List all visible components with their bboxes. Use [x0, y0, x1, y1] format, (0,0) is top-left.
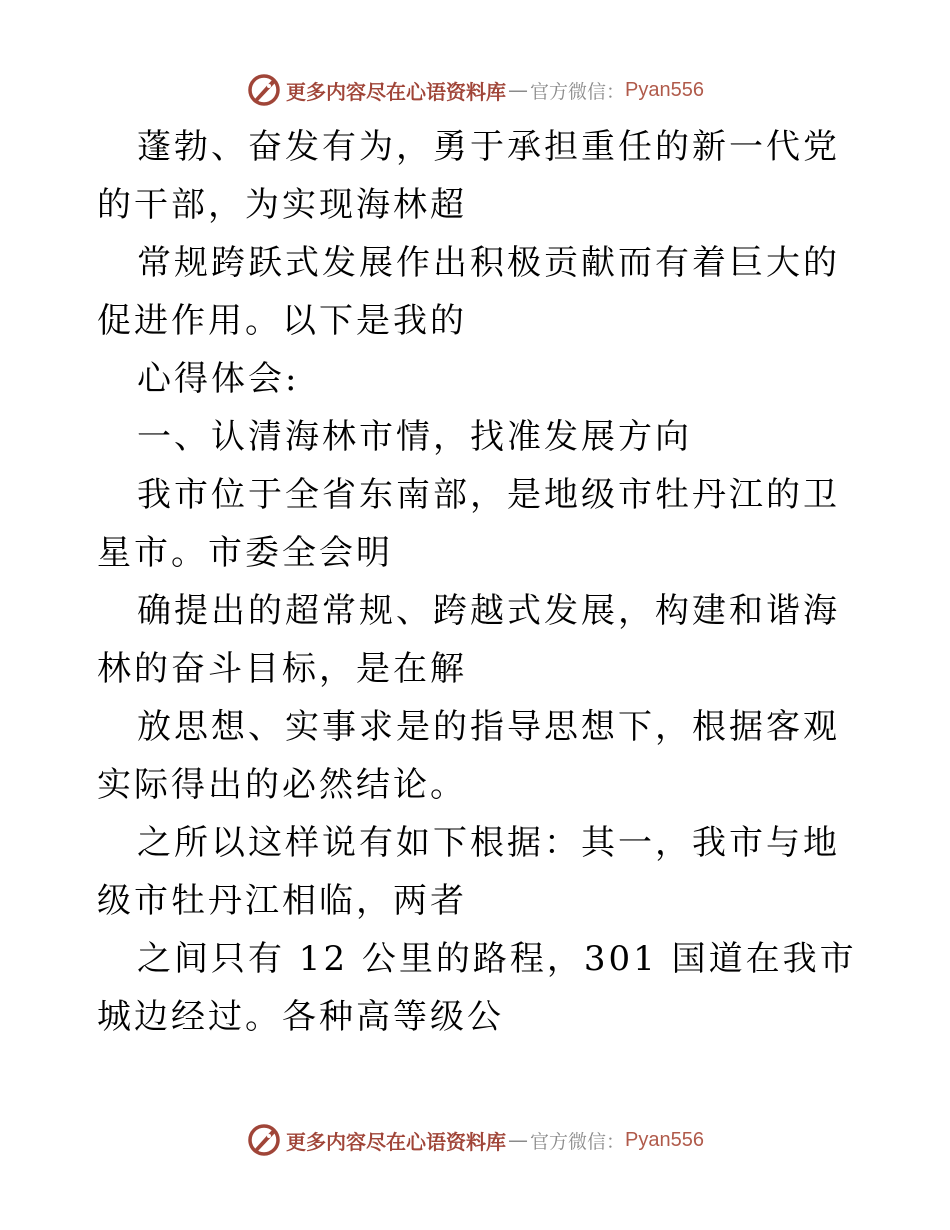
paragraph: 之间只有 12 公里的路程，301 国道在我市城边经过。各种高等级公 [97, 939, 857, 1037]
wechat-id: Pyan556 [625, 1128, 704, 1151]
banner-dash: — [508, 1128, 528, 1152]
quill-circle-icon [246, 72, 282, 108]
header-banner [0, 70, 950, 110]
paragraph: 之所以这样说有如下根据：其一，我市与地级市牡丹江相临，两者 [97, 823, 840, 921]
paragraph: 蓬勃、奋发有为，勇于承担重任的新一代党的干部，为实现海林超 [97, 127, 840, 225]
section-heading: 一、认清海林市情，找准发展方向 [137, 417, 692, 457]
wechat-id: Pyan556 [625, 78, 704, 101]
paragraph: 确提出的超常规、跨越式发展，构建和谐海林的奋斗目标，是在解 [97, 591, 840, 689]
document-body [97, 118, 857, 1046]
banner-text: 更多内容尽在心语资料库 [286, 1129, 506, 1154]
footer-banner [0, 1120, 950, 1160]
paragraph: 常规跨跃式发展作出积极贡献而有着巨大的促进作用。以下是我的 [97, 243, 840, 341]
wechat-label: 官方微信： [530, 1130, 626, 1153]
wechat-label: 官方微信： [530, 80, 626, 103]
banner-dash: — [508, 78, 528, 102]
paragraph: 心得体会: [137, 359, 300, 399]
banner-text: 更多内容尽在心语资料库 [286, 79, 506, 104]
paragraph: 我市位于全省东南部，是地级市牡丹江的卫星市。市委全会明 [97, 475, 840, 573]
quill-circle-icon [246, 1122, 282, 1158]
paragraph: 放思想、实事求是的指导思想下，根据客观实际得出的必然结论。 [97, 707, 840, 805]
